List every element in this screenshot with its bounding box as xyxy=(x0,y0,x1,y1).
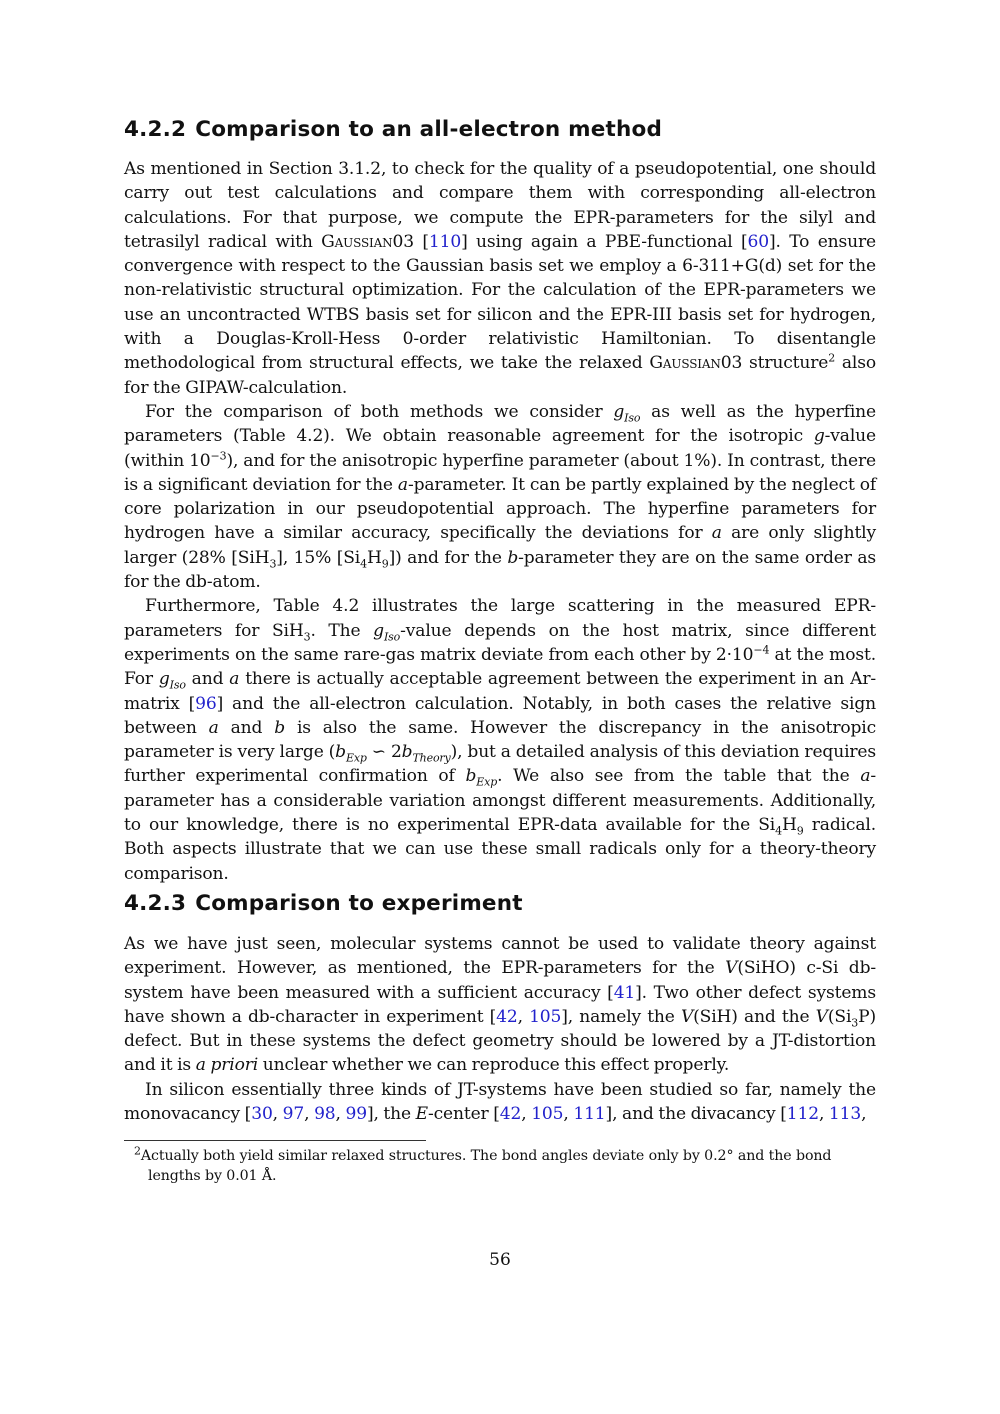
footnote xyxy=(124,1146,876,1186)
citation-link[interactable]: 112 xyxy=(786,1104,819,1125)
section-number: 4.2.2 xyxy=(124,117,187,142)
section-title: Comparison to an all-electron method xyxy=(195,117,663,142)
paragraph: As we have just seen, molecular systems cannot be used to validate theory against experiment. However, as mentioned, the EPR-parameters for the V(SiHO) c-Si db-system have been measured with a sufficient accuracy [41]. Two other defect systems have shown a db-character in experiment [42, 105], namely the V(SiH) and the $V(Si_3P)$ defect. But in these systems the defect geometry should be lowered by a JT-distortion and it is a priori unclear whether we can reproduce this effect properly. xyxy=(124,934,877,1076)
section-heading-4-2-2 xyxy=(124,117,662,142)
footnote-number: 2 xyxy=(134,1144,141,1158)
section-4-2-2-body xyxy=(124,157,876,886)
footnote-marker[interactable]: 2 xyxy=(828,351,836,365)
page-number: 56 xyxy=(489,1250,511,1270)
paragraph: As mentioned in Section 3.1.2, to check for the quality of a pseudopotential, one should carry out test calculations and compare them with corresponding all-electron calculations. For that purpose, we compute the EPR-parameters for the silyl and tetrasilyl radical with Gaussian03 [110] using again a PBE-functional [60]. To ensure convergence with respect to the Gaussian basis set we employ a 6-311+G(d) set for the non-relativistic structural optimization. For the calculation of the EPR-parameters we use an uncontracted WTBS basis set for silicon and the EPR-III basis set for hydrogen, with a Douglas-Kroll-Hess 0-order relativistic Hamiltonian. To disentangle methodological from structural effects, we take the relaxed Gaussian03 structure$^2$ also for the GIPAW-calculation. xyxy=(124,159,877,398)
citation-link[interactable]: 60 xyxy=(747,231,769,252)
section-title: Comparison to experiment xyxy=(195,891,523,916)
section-number: 4.2.3 xyxy=(124,891,187,916)
citation-link[interactable]: 30 xyxy=(251,1104,273,1125)
citation-link[interactable]: 96 xyxy=(195,693,217,714)
citation-link[interactable]: 105 xyxy=(529,1006,562,1027)
footnote-rule xyxy=(124,1140,426,1141)
section-4-2-3-body xyxy=(124,932,876,1126)
citation-link[interactable]: 42 xyxy=(499,1104,522,1125)
citation-link[interactable]: 99 xyxy=(345,1104,367,1125)
citation-link[interactable]: 113 xyxy=(828,1104,862,1125)
citation-link[interactable]: 105 xyxy=(531,1104,564,1125)
section-heading-4-2-3 xyxy=(124,891,523,916)
citation-link[interactable]: 98 xyxy=(314,1104,336,1125)
paragraph: Furthermore, Table 4.2 illustrates the large scattering in the measured EPR-parameters for SiH$_3$. The $g_{Iso}$-value depends on the host matrix, since different experiments on the same rare-gas matrix deviate from each other by $2\cdot 10^{-4}$ at the most. For $g_{Iso}$ and a there is actually acceptable agreement between the experiment in an Ar-matrix [96] and the all-electron calculation. Notably, in both cases the relative sign between a and b is also the same. However the discrepancy in the anisotropic parameter is very large ($b_{Exp}$ ∽ $2b_{Theory}$), but a detailed analysis of this deviation requires further experimental confirmation of $b_{Exp}$. We also see from the table that the a-parameter has a considerable variation amongst different measurements. Additionally, to our knowledge, there is no experimental EPR-data available for the $Si_4H_9$ radical. Both aspects illustrate that we can use these small radicals only for a theory-theory comparison. xyxy=(124,596,877,884)
footnote-text: Actually both yield similar relaxed structures. The bond angles deviate only by 0.2° and the bond lengths by 0.01 Å. xyxy=(140,1148,832,1184)
citation-link[interactable]: 111 xyxy=(573,1104,606,1125)
citation-link[interactable]: 41 xyxy=(613,982,636,1003)
paragraph: For the comparison of both methods we consider $g_{Iso}$ as well as the hyperfine parameters (Table 4.2). We obtain reasonable agreement for the isotropic g-value (within $10^{-3}$), and for the anisotropic hyperfine parameter (about 1%). In contrast, there is a significant deviation for the a-parameter. It can be partly explained by the neglect of core polarization in our pseudopotential approach. The hyperfine parameters for hydrogen have a similar accuracy, specifically the deviations for a are only slightly larger (28% [SiH$_3$], 15% $[Si_4H_9]$) and for the b-parameter they are on the same order as for the db-atom. xyxy=(124,401,877,593)
citation-link[interactable]: 110 xyxy=(428,231,462,252)
citation-link[interactable]: 97 xyxy=(282,1104,305,1125)
citation-link[interactable]: 42 xyxy=(496,1006,518,1027)
paragraph: In silicon essentially three kinds of JT-systems have been studied so far, namely the monovacancy [30, 97, 98, 99], the E-center [42, 105, 111], and the divacancy [112, 113, xyxy=(124,1079,876,1125)
